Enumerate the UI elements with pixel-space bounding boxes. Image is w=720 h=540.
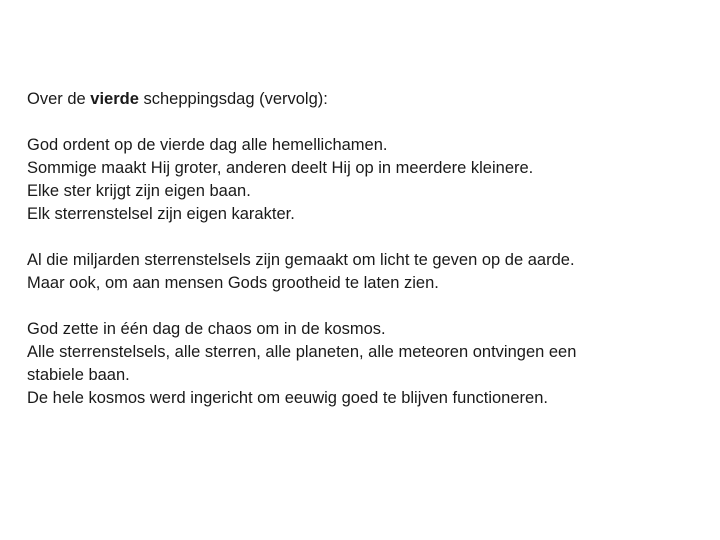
- paragraph-gap: [27, 111, 707, 134]
- heading-suffix: scheppingsdag (vervolg):: [138, 90, 328, 108]
- text-line: God ordent op de vierde dag alle hemellichamen.: [27, 136, 388, 154]
- text-line: God zette in één dag de chaos om in de kosmos.: [27, 320, 386, 338]
- paragraph-gap: [27, 226, 707, 249]
- paragraph-2: [27, 249, 707, 295]
- text-line: stabiele baan.: [27, 366, 130, 384]
- slide-heading: [27, 88, 707, 111]
- text-line: Maar ook, om aan mensen Gods grootheid te laten zien.: [27, 274, 439, 292]
- text-line: Alle sterrenstelsels, alle sterren, alle planeten, alle meteoren ontvingen een: [27, 343, 577, 361]
- slide-text-block: [27, 88, 707, 410]
- heading-emphasis: vierde: [90, 90, 139, 108]
- text-line: Sommige maakt Hij groter, anderen deelt Hij op in meerdere kleinere.: [27, 159, 534, 177]
- text-line: Elk sterrenstelsel zijn eigen karakter.: [27, 205, 295, 223]
- text-line: Al die miljarden sterrenstelsels zijn gemaakt om licht te geven op de aarde.: [27, 251, 575, 269]
- text-line: De hele kosmos werd ingericht om eeuwig goed te blijven functioneren.: [27, 389, 548, 407]
- paragraph-3: [27, 318, 707, 410]
- text-line: Elke ster krijgt zijn eigen baan.: [27, 182, 251, 200]
- paragraph-1: [27, 134, 707, 226]
- heading-prefix: Over de: [27, 90, 91, 108]
- paragraph-gap: [27, 295, 707, 318]
